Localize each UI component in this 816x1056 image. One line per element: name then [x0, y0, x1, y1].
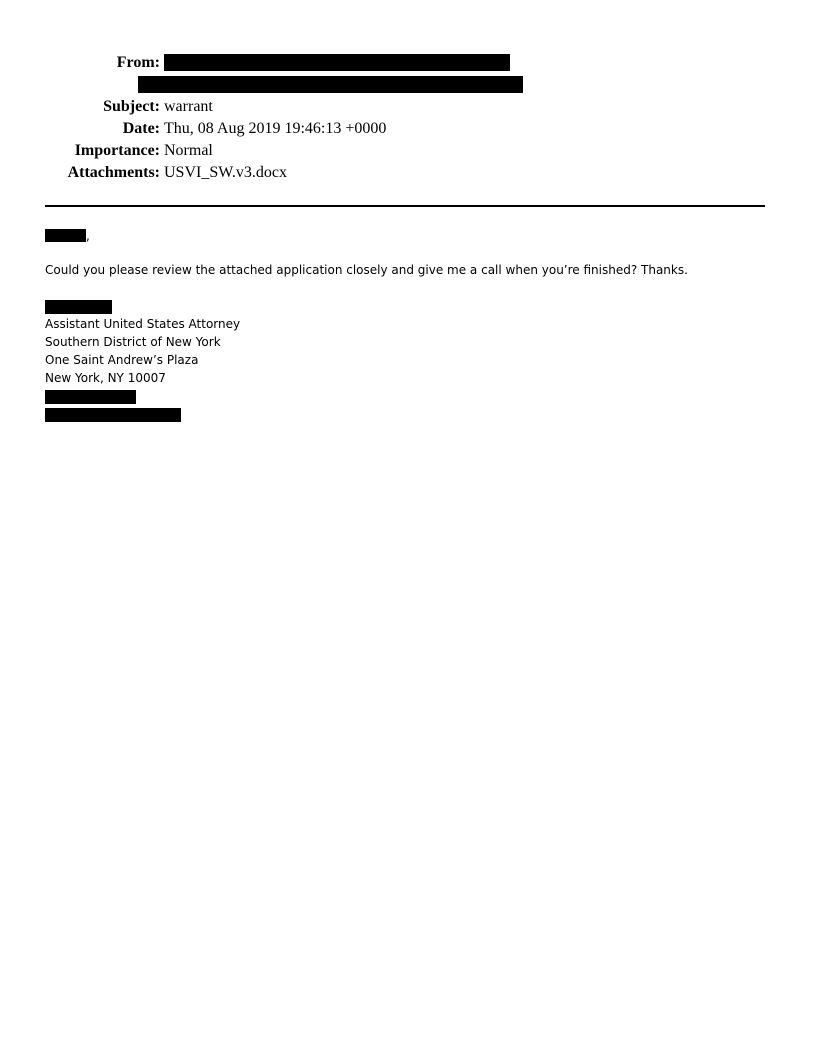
from-label: From: — [116, 54, 160, 71]
date-value: Thu, 08 Aug 2019 19:46:13 +0000 — [164, 120, 387, 137]
signature-office: Southern District of New York — [45, 335, 221, 349]
header-divider — [45, 205, 765, 207]
date-label: Date: — [122, 120, 160, 137]
attachments-value[interactable]: USVI_SW.v3.docx — [164, 164, 287, 181]
greeting-name-redaction — [45, 229, 86, 242]
message-text: Could you please review the attached application closely and give me a call when you’re finished? Thanks. — [45, 263, 688, 277]
importance-label: Importance: — [74, 142, 160, 159]
subject-label: Subject: — [103, 98, 160, 115]
signature-phone-redaction — [45, 390, 136, 404]
greeting-comma: , — [86, 229, 90, 243]
from-redaction-line1 — [164, 54, 510, 71]
signature-name-redaction — [45, 300, 112, 314]
from-redaction-line2 — [138, 76, 523, 93]
subject-value: warrant — [164, 98, 213, 115]
attachments-label: Attachments: — [67, 164, 160, 181]
signature-email-redaction — [45, 408, 181, 422]
signature-city: New York, NY 10007 — [45, 371, 166, 385]
signature-title: Assistant United States Attorney — [45, 317, 241, 331]
importance-value: Normal — [164, 142, 213, 159]
signature-street: One Saint Andrew’s Plaza — [45, 353, 199, 367]
